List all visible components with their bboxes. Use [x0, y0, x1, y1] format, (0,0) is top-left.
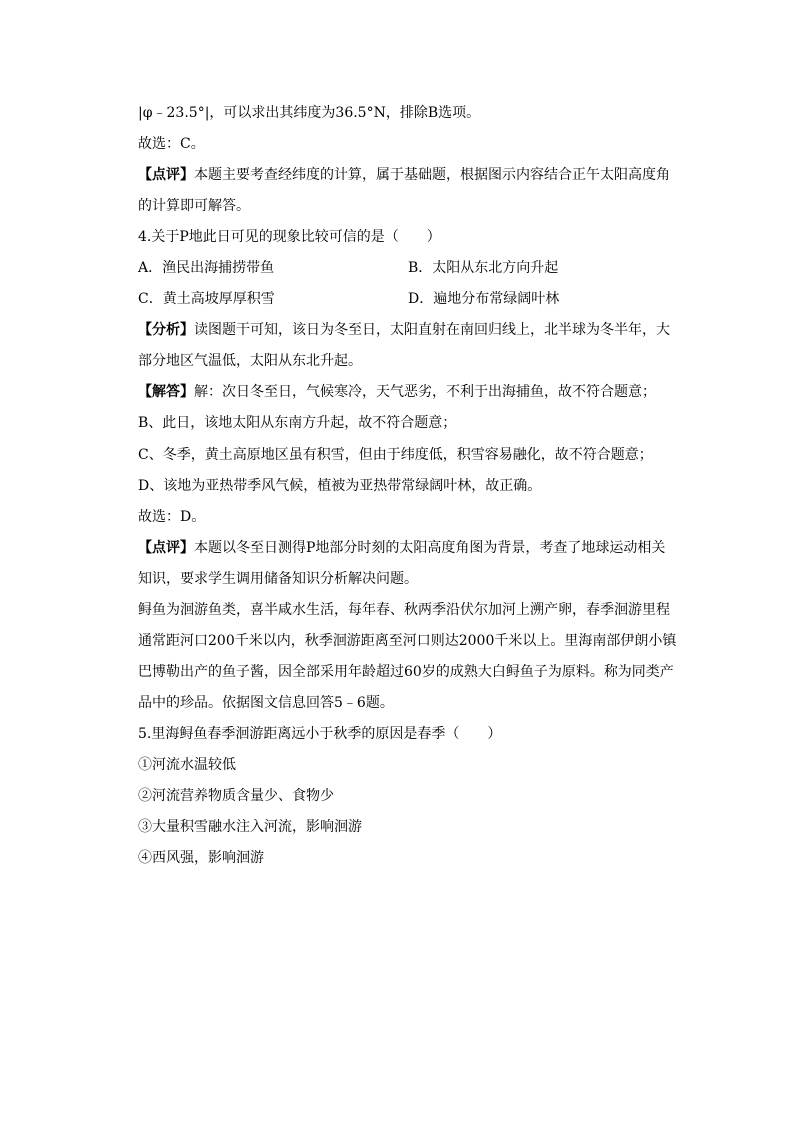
passage-line-3: 巴博勒出产的鱼子酱，因全部采用年龄超过60岁的成熟大白鲟鱼子为原料。称为同类产 — [138, 664, 674, 680]
option-d: D．遍地分布常绿阔叶林 — [408, 291, 560, 307]
option-b: B．太阳从东北方向升起 — [408, 260, 559, 276]
comment2-text: 本题以冬至日测得P地部分时刻的太阳高度角图为背景，考查了地球运动相关 — [194, 540, 666, 556]
solution-line-c: C、冬季，黄土高原地区虽有积雪，但由于纬度低，积雪容易融化，故不符合题意； — [138, 447, 653, 463]
analysis-line-2: 部分地区气温低，太阳从东北升起。 — [138, 353, 362, 369]
comment2-line-1 — [138, 539, 678, 557]
text-line-answer-d: 故选：D。 — [138, 509, 206, 525]
text-line-latitude: |φ﹣23.5°|，可以求出其纬度为36.5°N，排除B选项。 — [138, 105, 481, 121]
question-5-option-1: ①河流水温较低 — [138, 757, 236, 773]
comment-text: 本题主要考查经纬度的计算，属于基础题，根据图示内容结合正午太阳高度角 — [194, 167, 670, 183]
passage-line-4: 品中的珍品。依据图文信息回答5﹣6题。 — [138, 695, 394, 711]
question-4-options-cd — [138, 290, 678, 308]
question-4: 4.关于P地此日可见的现象比较可信的是（ ） — [138, 229, 441, 245]
solution-line-b: B、此日，该地太阳从东南方升起，故不符合题意； — [138, 415, 457, 431]
question-5-option-2: ②河流营养物质含量少、食物少 — [138, 788, 334, 804]
question-5: 5.里海鲟鱼春季洄游距离远小于秋季的原因是春季（ ） — [138, 726, 502, 742]
solution-line-1 — [138, 383, 678, 401]
question-5-option-3: ③大量积雪融水注入河流，影响洄游 — [138, 819, 362, 835]
comment-line-1 — [138, 166, 678, 184]
analysis-text: 读图题干可知，该日为冬至日，太阳直射在南回归线上，北半球为冬半年，大 — [194, 322, 670, 338]
comment-tag: 【点评】 — [138, 167, 194, 183]
comment2-line-2: 知识，要求学生调用储备知识分析解决问题。 — [138, 571, 418, 587]
question-4-options-ab — [138, 259, 678, 277]
comment-line-2: 的计算即可解答。 — [138, 198, 250, 214]
option-a: A．渔民出海捕捞带鱼 — [138, 260, 275, 276]
solution-line-d: D、该地为亚热带季风气候，植被为亚热带常绿阔叶林，故正确。 — [138, 478, 542, 494]
passage-line-1: 鲟鱼为洄游鱼类，喜半咸水生活，每年春、秋两季沿伏尔加河上溯产卵，春季洄游里程 — [138, 602, 670, 618]
solution-text: 解：次日冬至日，气候寒冷，天气恶劣，不利于出海捕鱼，故不符合题意； — [194, 384, 656, 400]
analysis-tag: 【分析】 — [138, 322, 194, 338]
comment2-tag: 【点评】 — [138, 540, 194, 556]
option-c: C．黄土高坡厚厚积雪 — [138, 291, 275, 307]
passage-line-2: 通常距河口200千米以内，秋季洄游距离至河口则达2000千米以上。里海南部伊朗小镇 — [138, 633, 677, 649]
analysis-line-1 — [138, 321, 678, 339]
question-5-option-4: ④西风强，影响洄游 — [138, 850, 264, 866]
solution-tag: 【解答】 — [138, 384, 194, 400]
text-line-answer-c: 故选：C。 — [138, 136, 205, 152]
